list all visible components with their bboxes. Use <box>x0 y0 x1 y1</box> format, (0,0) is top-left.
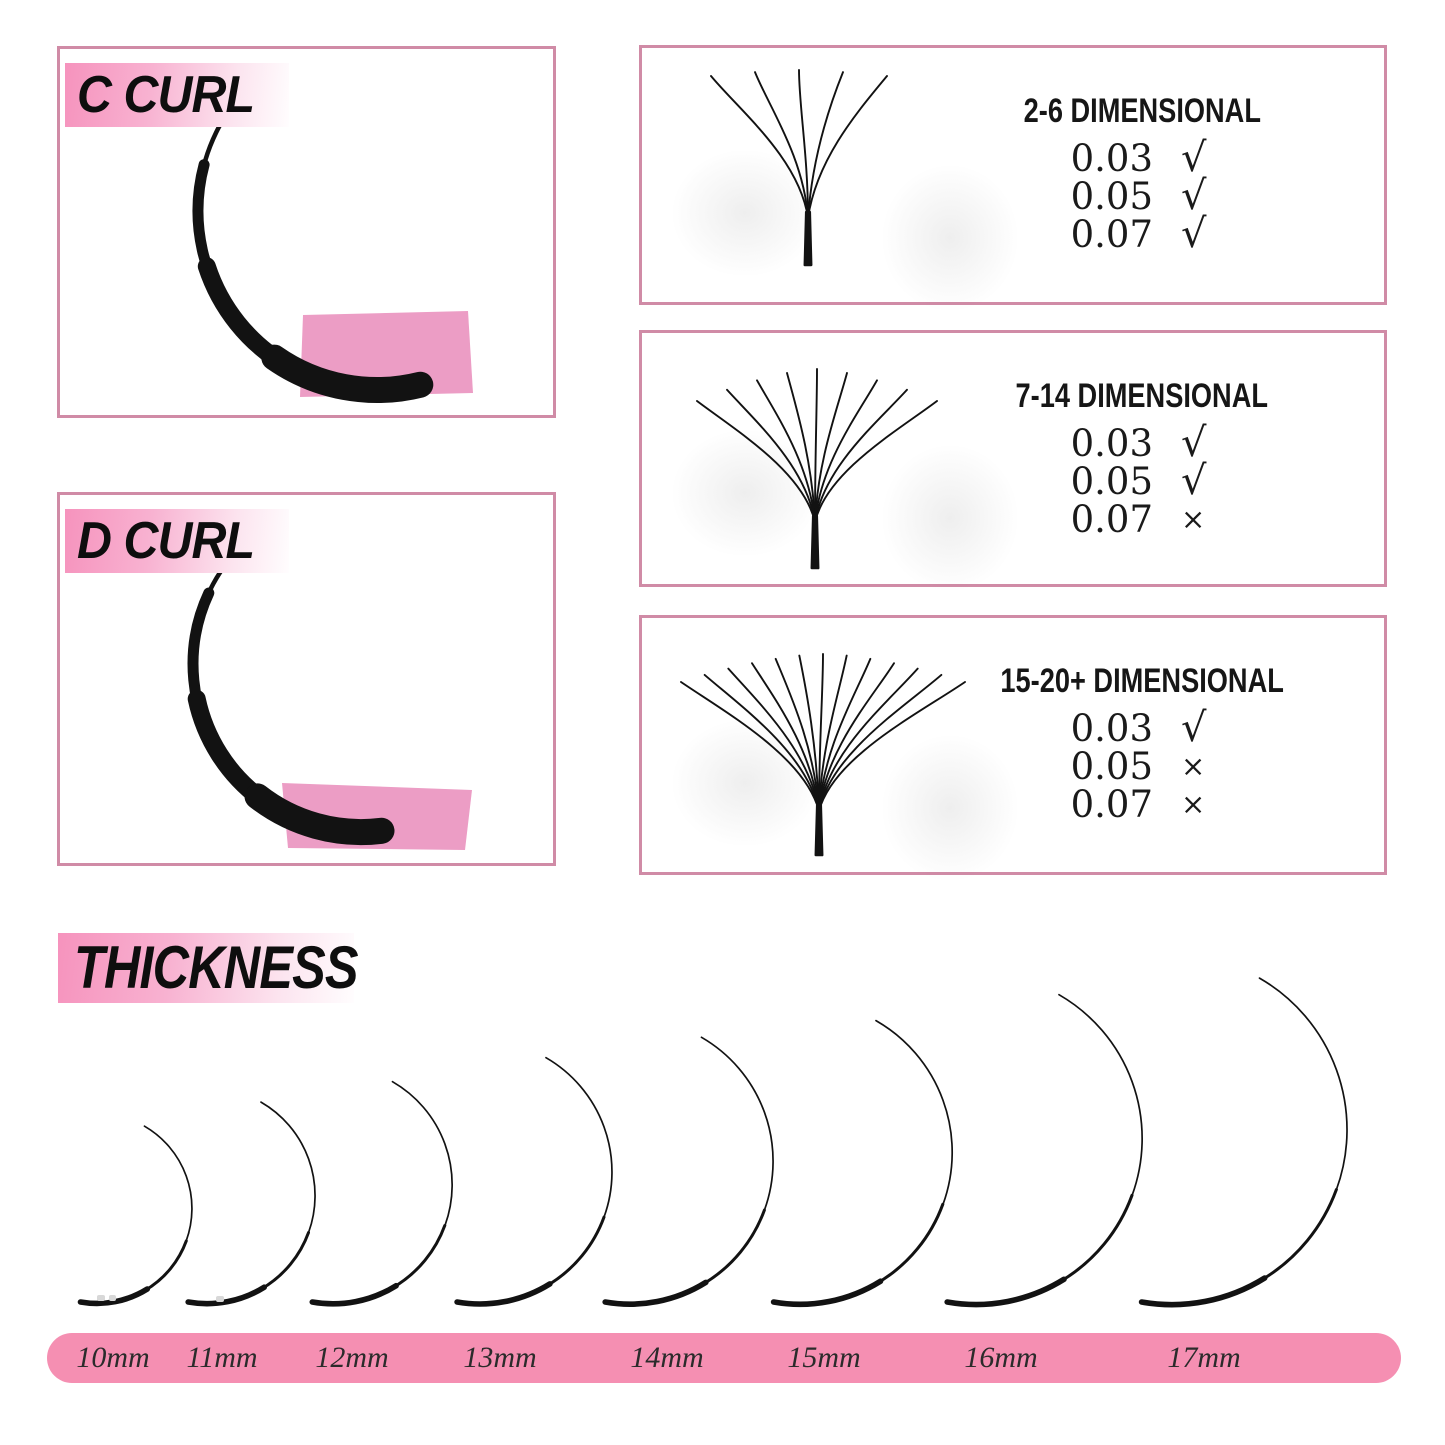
lash-fan-illustration-7-14 <box>648 333 988 584</box>
d-curl-label-text: D CURL <box>77 512 255 570</box>
size-value: 0.05 <box>1070 459 1153 503</box>
length-label-16mm: 16mm <box>964 1341 1038 1374</box>
availability-mark: √ <box>1181 458 1207 504</box>
c-curl-label-text: C CURL <box>77 66 255 124</box>
availability-mark: √ <box>1181 705 1207 751</box>
size-row <box>962 211 1322 257</box>
length-label-13mm: 13mm <box>463 1341 537 1374</box>
length-label-14mm: 14mm <box>630 1341 704 1374</box>
availability-mark: √ <box>1181 135 1207 181</box>
size-row <box>962 135 1322 181</box>
length-scale-bar <box>47 1333 1401 1383</box>
size-row <box>962 705 1322 751</box>
dimensional-title: 2-6 DIMENSIONAL <box>1023 92 1261 130</box>
dimensional-panel-15-20 <box>639 615 1387 875</box>
size-value: 0.05 <box>1070 174 1153 218</box>
size-row <box>962 782 1322 826</box>
dimensional-panel-7-14 <box>639 330 1387 587</box>
availability-mark: √ <box>1181 173 1207 219</box>
dimensional-info-2-6 <box>962 48 1322 257</box>
dimensional-info-7-14 <box>962 333 1322 541</box>
size-value: 0.05 <box>1070 744 1153 788</box>
size-value: 0.07 <box>1070 497 1153 541</box>
dimensional-info-15-20 <box>962 618 1322 826</box>
size-value: 0.03 <box>1070 421 1153 465</box>
size-row <box>962 458 1322 504</box>
size-value: 0.07 <box>1070 782 1153 826</box>
availability-mark: × <box>1181 502 1206 536</box>
size-row <box>962 744 1322 788</box>
dimensional-title: 7-14 DIMENSIONAL <box>1015 377 1269 415</box>
availability-mark: √ <box>1181 420 1207 466</box>
lash-fan-illustration-2-6 <box>648 48 988 302</box>
availability-mark: × <box>1181 787 1206 821</box>
c-curl-panel <box>57 46 556 418</box>
size-value: 0.07 <box>1070 212 1153 256</box>
c-curl-label <box>65 63 289 127</box>
dimensional-title: 15-20+ DIMENSIONAL <box>1000 662 1284 700</box>
length-label-11mm: 11mm <box>186 1341 258 1374</box>
size-value: 0.03 <box>1070 706 1153 750</box>
length-label-15mm: 15mm <box>787 1341 861 1374</box>
length-label-12mm: 12mm <box>315 1341 389 1374</box>
d-curl-panel <box>57 492 556 866</box>
lash-length-comparison <box>0 950 1445 1350</box>
size-row <box>962 173 1322 219</box>
size-row <box>962 420 1322 466</box>
length-label-10mm: 10mm <box>76 1341 150 1374</box>
availability-mark: × <box>1181 749 1206 783</box>
thickness-label-text: THICKNESS <box>74 934 358 1001</box>
lash-fan-illustration-15-20 <box>648 618 988 872</box>
availability-mark: √ <box>1181 211 1207 257</box>
d-curl-label <box>65 509 289 573</box>
size-row <box>962 497 1322 541</box>
length-label-17mm: 17mm <box>1167 1341 1241 1374</box>
dimensional-panel-2-6 <box>639 45 1387 305</box>
size-value: 0.03 <box>1070 136 1153 180</box>
